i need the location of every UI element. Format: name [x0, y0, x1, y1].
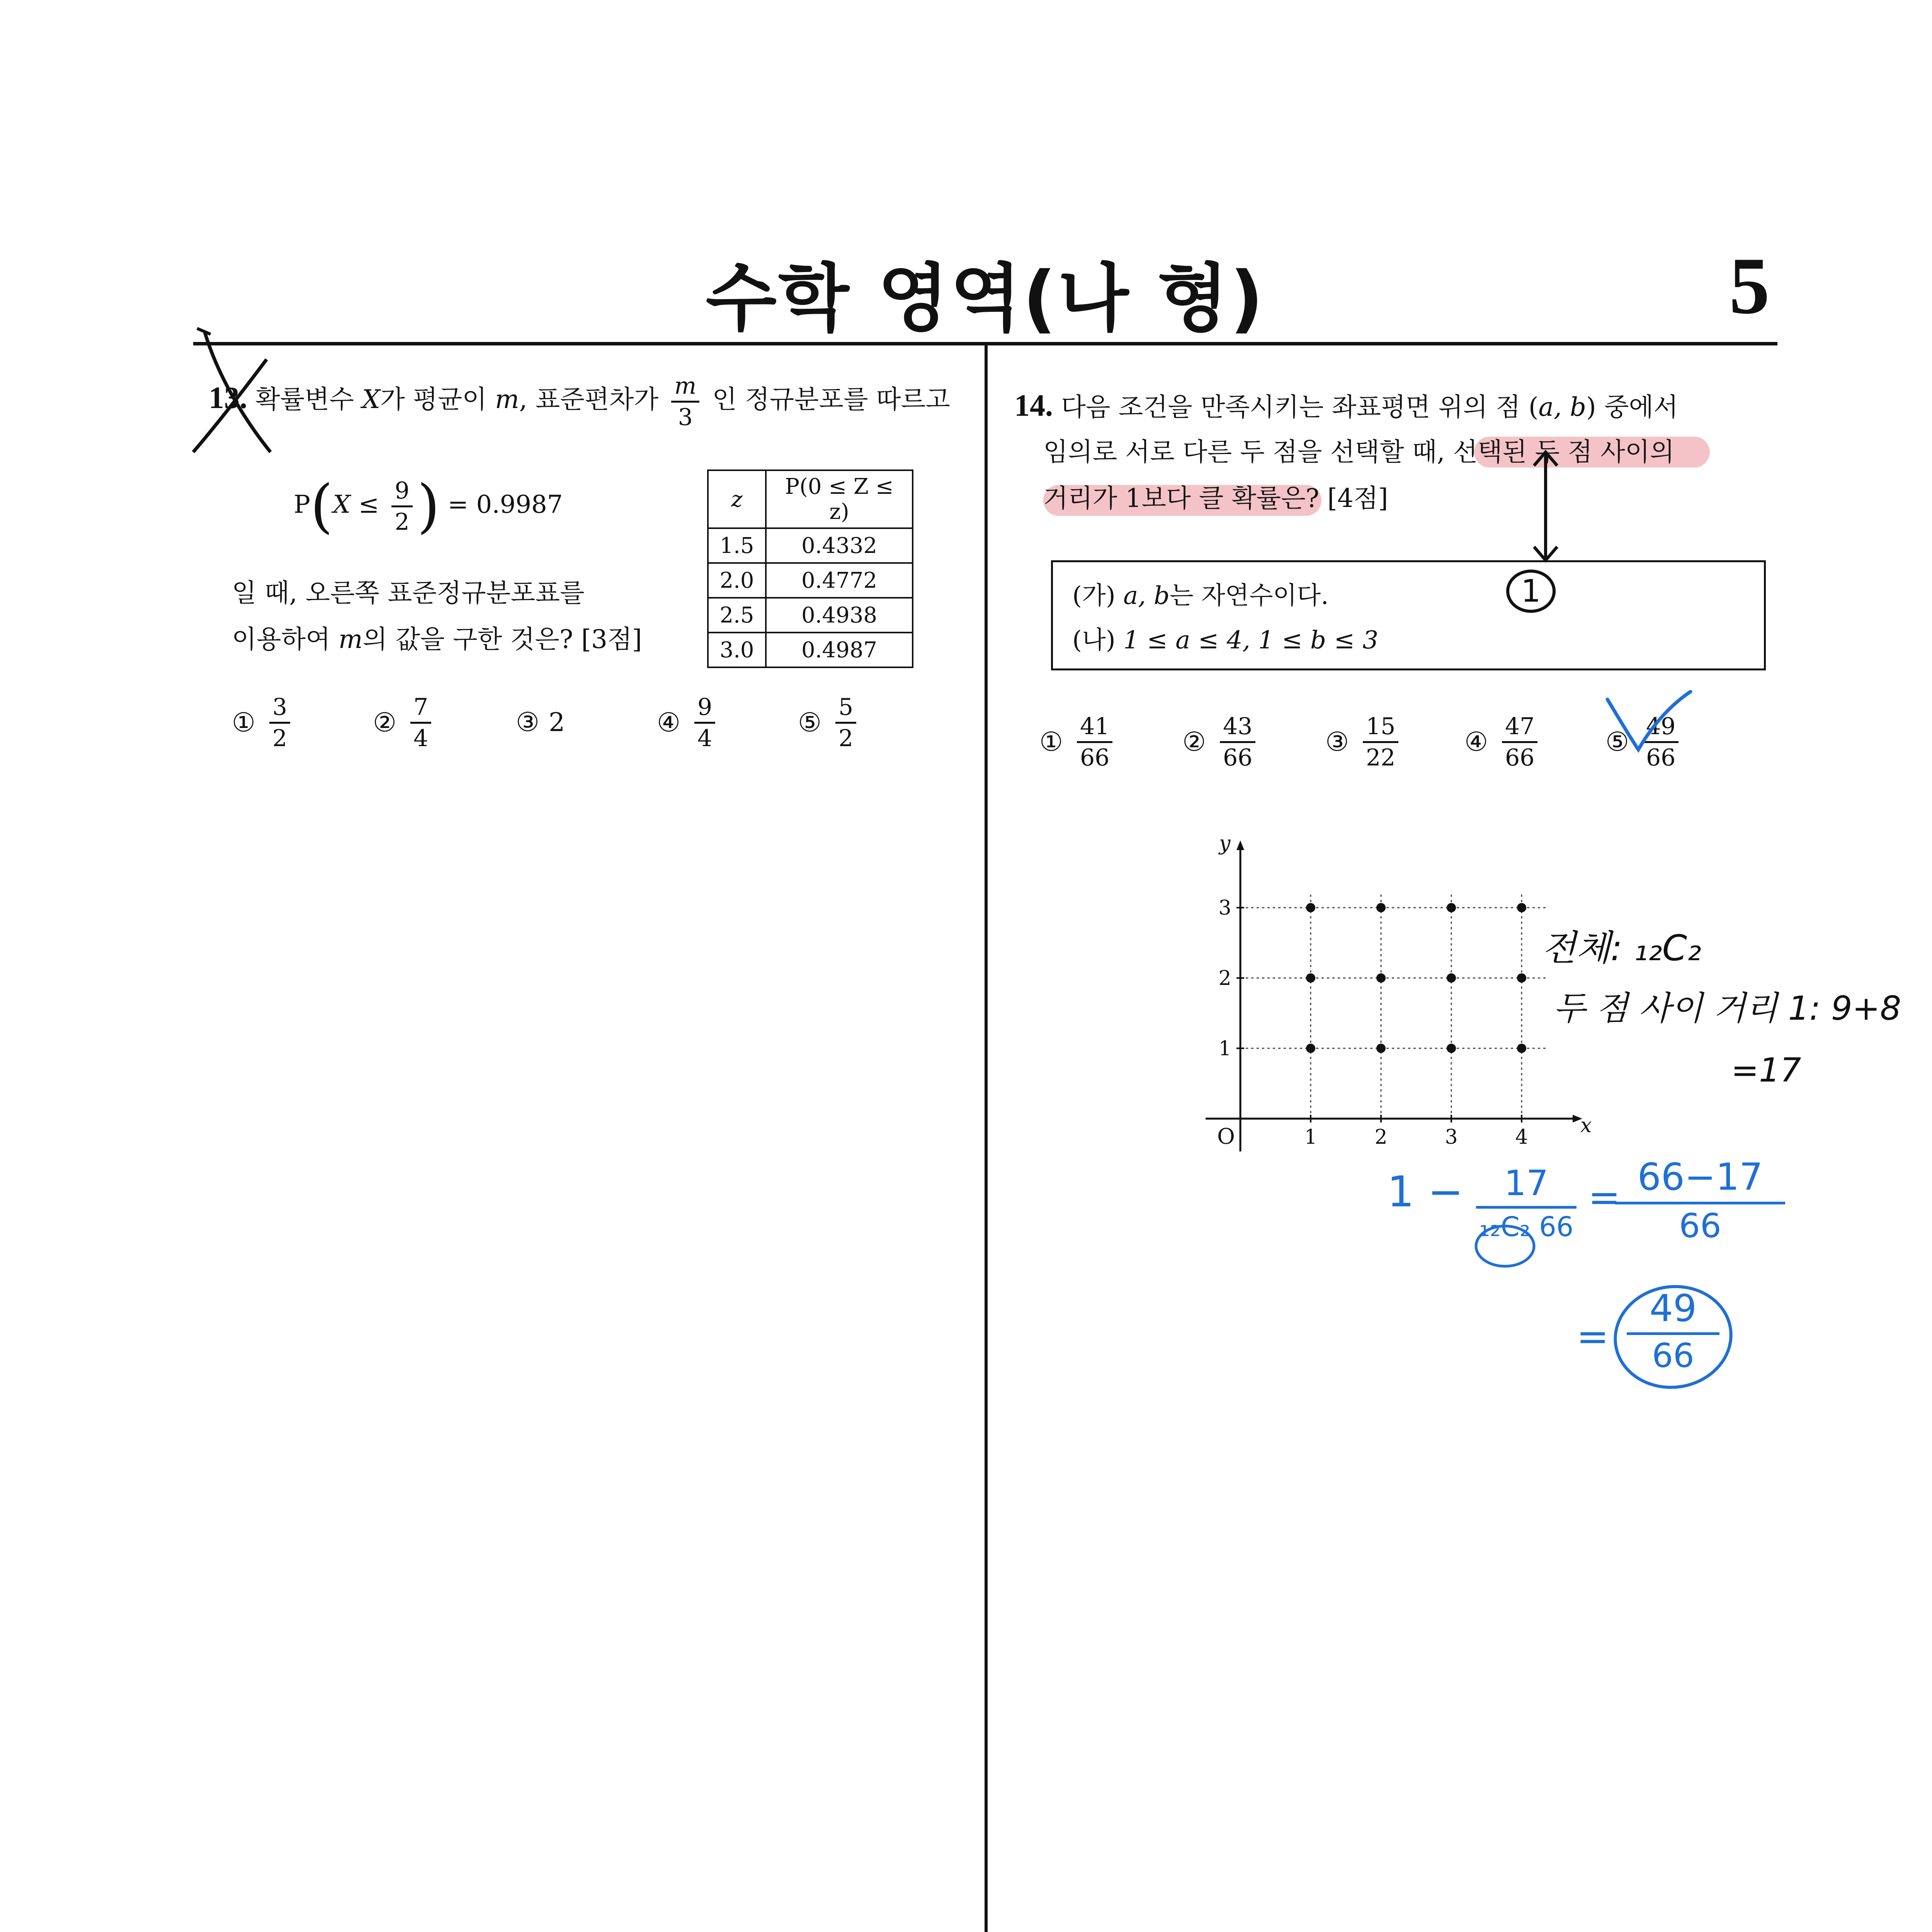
y-tick-label: 2 — [1218, 967, 1231, 990]
lattice-point — [1306, 973, 1315, 983]
q13-text: 의 값을 구한 것은? [3점] — [362, 624, 642, 654]
choice-mark: ⑤ — [798, 707, 821, 738]
frac-den: 66 — [1505, 744, 1535, 771]
frac-num: 9 — [694, 696, 715, 724]
normal-table — [707, 469, 913, 668]
q13-choice-1[interactable] — [232, 696, 295, 750]
answer-circle-mark — [1607, 1279, 1747, 1399]
condition-box — [1051, 560, 1766, 670]
circled-one-mark — [1503, 566, 1561, 616]
choice-frac — [410, 696, 431, 750]
q14-choice-2[interactable] — [1182, 715, 1260, 769]
section-title: 수학 영역(나 형) — [706, 256, 1265, 341]
coordinate-graph — [1190, 823, 1615, 1171]
circled-one-text: 1 — [1521, 573, 1541, 609]
calc-equals: = — [1588, 1175, 1621, 1220]
calc-frac3-den: 66 — [1652, 1337, 1694, 1375]
prob-frac — [391, 479, 412, 534]
frac-den: 2 — [838, 725, 854, 752]
prob-inner: X ≤ — [333, 490, 379, 519]
lattice-point — [1306, 903, 1315, 912]
choice-value: 2 — [548, 707, 565, 737]
condition-1 — [1072, 574, 1745, 618]
calc-one-minus: 1 − — [1387, 1167, 1464, 1216]
choice-mark: ③ — [516, 707, 539, 738]
condition-vars: a, b — [1123, 582, 1170, 610]
q14-vars: a, b — [1538, 392, 1587, 422]
cross-out-mark — [182, 325, 282, 464]
lattice-point — [1447, 1044, 1456, 1053]
table-cell: 2.5 — [708, 598, 766, 633]
lattice-point — [1517, 903, 1526, 912]
lattice-point — [1517, 973, 1526, 983]
table-cell: 0.4938 — [766, 598, 913, 633]
frac-num: 49 — [1643, 715, 1679, 743]
q13-text: , 표준편차가 — [519, 384, 667, 414]
frac-den: 2 — [272, 725, 287, 752]
frac-den: 4 — [413, 725, 429, 752]
q13-line1 — [209, 373, 974, 429]
frac-den: 2 — [395, 509, 410, 536]
choice-frac — [694, 696, 715, 750]
lattice-point — [1306, 1044, 1315, 1053]
condition-label: (가) — [1072, 582, 1116, 610]
x-tick-label: 3 — [1445, 1126, 1458, 1149]
q13-probability-expr: P(X ≤ $\frac{9}{2}$ ) = 0.9987 — [294, 473, 563, 540]
origin-label: O — [1217, 1124, 1235, 1149]
lattice-point — [1376, 903, 1386, 912]
q14-line1 — [1014, 381, 1768, 432]
q13-var-m: m — [495, 384, 519, 414]
q13-text: 가 평균이 — [380, 384, 495, 414]
q13-choice-2[interactable] — [373, 696, 436, 750]
q13-text: 인 정규분포를 따르고 — [712, 384, 950, 414]
q14-text: ? [4점] — [1305, 483, 1388, 513]
q13-line2: 일 때, 오른쪽 표준정규분포표를 — [232, 578, 585, 608]
condition-text: 는 자연수이다. — [1169, 582, 1329, 610]
calc-frac3-num: 49 — [1627, 1287, 1719, 1335]
table-cell: 0.4332 — [766, 528, 913, 563]
q13-var-x: X — [362, 384, 380, 414]
q14-line3 — [1043, 473, 1777, 524]
table-header-z: z — [708, 470, 766, 528]
q13-number: 13. — [209, 381, 247, 415]
table-row — [708, 528, 913, 563]
q13-var-m: m — [338, 624, 363, 654]
table-cell: 0.4772 — [766, 563, 913, 598]
choice-mark: ② — [373, 707, 396, 738]
choice-frac — [1077, 715, 1112, 769]
lattice-point — [1447, 973, 1456, 983]
q13-choice-4[interactable] — [657, 696, 720, 750]
calc-frac2-den: 66 — [1679, 1207, 1721, 1245]
y-axis-arrow-icon — [1236, 840, 1244, 850]
choice-frac — [1502, 715, 1537, 769]
frac-den: 3 — [678, 403, 693, 431]
q13-frac-m3 — [671, 374, 699, 429]
q13-choice-5[interactable] — [798, 696, 861, 750]
frac-den: 66 — [1080, 744, 1110, 771]
q13-text: 확률변수 — [255, 384, 362, 414]
table-cell: 1.5 — [708, 528, 766, 563]
frac-den: 66 — [1646, 744, 1676, 771]
frac-num: 9 — [391, 479, 412, 507]
frac-den: 66 — [1223, 744, 1253, 771]
q14-choice-1[interactable] — [1039, 715, 1117, 769]
calc-frac1-num: 17 — [1476, 1163, 1577, 1209]
q14-highlighted-text: 선택된 두 점 사이의 — [1453, 437, 1675, 467]
choice-frac — [835, 696, 856, 750]
table-cell: 3.0 — [708, 633, 766, 667]
prob-p: P — [294, 490, 311, 519]
note-total: 전체: ₁₂C₂ — [1542, 927, 1701, 969]
circle-mark — [1472, 1221, 1538, 1271]
choice-frac — [1220, 715, 1255, 769]
table-cell: 0.4987 — [766, 633, 913, 667]
q13-choice-3[interactable] — [516, 707, 565, 738]
double-arrow-mark — [1522, 444, 1600, 568]
q13-line3 — [232, 614, 642, 665]
frac-num: 7 — [410, 696, 431, 724]
x-tick-label: 4 — [1515, 1126, 1528, 1149]
y-tick-label: 3 — [1218, 896, 1231, 920]
x-axis-label: x — [1580, 1114, 1592, 1137]
lattice-point — [1517, 1044, 1526, 1053]
table-cell: 2.0 — [708, 563, 766, 598]
calc-frac1-den: ₁₂C₂ 66 — [1479, 1211, 1574, 1243]
frac-num: 5 — [835, 696, 856, 724]
x-tick-label: 2 — [1374, 1126, 1388, 1149]
check-mark-icon — [1604, 688, 1692, 753]
condition-text: 1 ≤ a ≤ 4, 1 ≤ b ≤ 3 — [1123, 626, 1379, 655]
frac-num: 43 — [1220, 715, 1255, 743]
choice-mark: ① — [1039, 727, 1063, 757]
choice-mark: ① — [232, 707, 255, 738]
lattice-point — [1376, 973, 1386, 983]
q14-choice-4[interactable] — [1464, 715, 1542, 769]
calc-frac2-num: 66−17 — [1615, 1155, 1785, 1204]
choice-mark: ④ — [1464, 727, 1488, 757]
frac-den: 22 — [1366, 744, 1396, 771]
q14-text: 다음 조건을 만족시키는 좌표평면 위의 점 ( — [1061, 392, 1539, 422]
lattice-point — [1376, 1044, 1386, 1053]
y-axis-label: y — [1219, 832, 1231, 855]
choice-frac — [1363, 715, 1398, 769]
lattice-point — [1447, 903, 1456, 912]
condition-2 — [1072, 618, 1745, 663]
frac-num: 3 — [269, 696, 290, 724]
frac-num: 47 — [1502, 715, 1537, 743]
q14-text: 임의로 서로 다른 두 점을 선택할 때, — [1043, 437, 1453, 467]
q14-highlighted-text: 거리가 1보다 클 확률은 — [1043, 483, 1306, 513]
table-row — [708, 598, 913, 633]
frac-den: 4 — [697, 725, 713, 752]
page-number-large: 5 — [1729, 241, 1770, 331]
q14-line2 — [1043, 427, 1777, 477]
table-header-p: P(0 ≤ Z ≤ z) — [766, 470, 913, 528]
q14-text: ) 중에서 — [1586, 392, 1679, 422]
note-distance-one: 두 점 사이 거리 1: 9+8 — [1553, 989, 1901, 1028]
q14-number: 14. — [1014, 389, 1053, 423]
note-seventeen: =17 — [1731, 1051, 1801, 1090]
choice-mark: ② — [1182, 727, 1206, 757]
choice-mark: ③ — [1325, 727, 1349, 757]
calc-fraction-2 — [1615, 1155, 1785, 1245]
column-divider — [985, 345, 988, 1932]
choice-mark: ④ — [657, 707, 680, 738]
frac-num: m — [671, 374, 699, 403]
q13-text: 이용하여 — [232, 624, 339, 654]
choice-mark: ⑤ — [1605, 727, 1629, 757]
calc-equals-2: = — [1577, 1314, 1609, 1359]
frac-num: 41 — [1077, 715, 1112, 743]
x-tick-label: 1 — [1304, 1126, 1317, 1149]
y-tick-label: 1 — [1218, 1037, 1231, 1060]
choice-frac — [269, 696, 290, 750]
condition-label: (나) — [1072, 626, 1116, 655]
table-row — [708, 563, 913, 598]
frac-num: 15 — [1363, 715, 1398, 743]
table-row — [708, 633, 913, 667]
prob-value: = 0.9987 — [447, 490, 563, 519]
q14-choice-3[interactable] — [1325, 715, 1403, 769]
